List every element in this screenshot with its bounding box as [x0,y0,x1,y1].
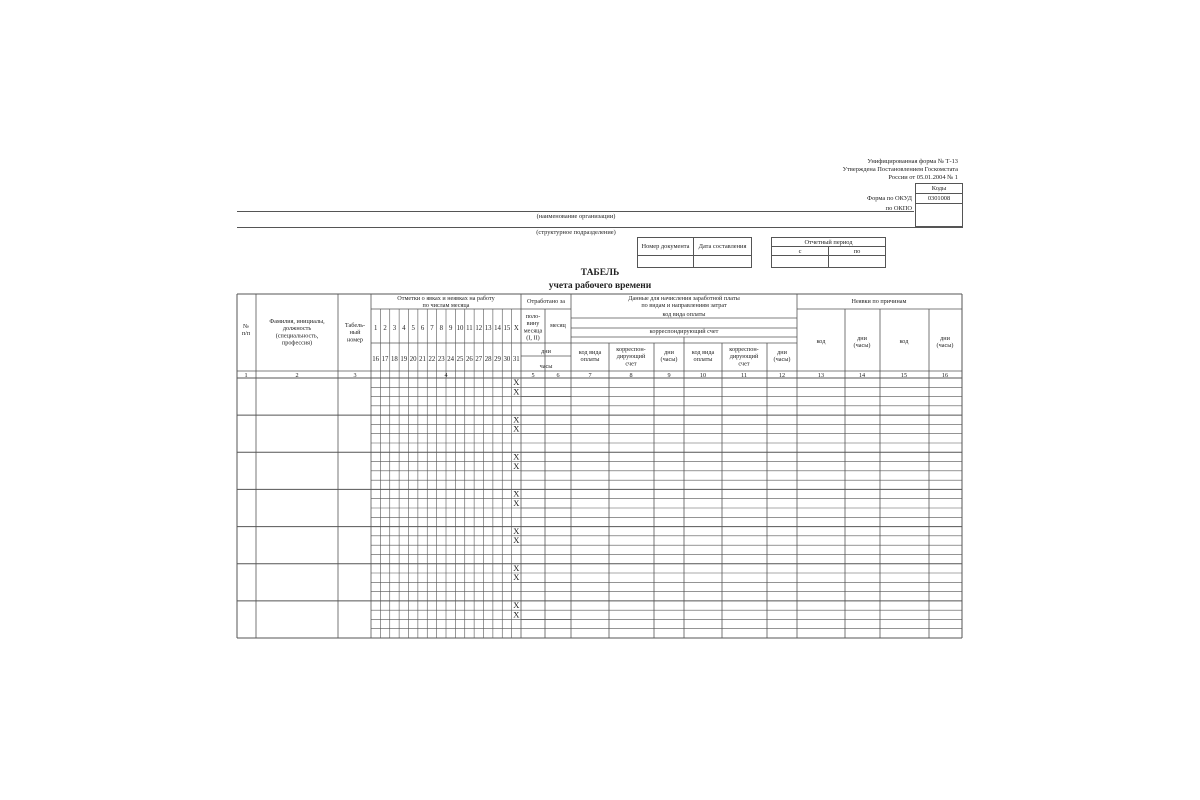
column-number: 16 [941,372,949,379]
payroll-sub-header: (часы) [773,356,791,364]
day-label: 18 [391,356,398,363]
day-label: 3 [392,325,397,332]
absence-code-header: код [816,338,826,345]
worked-header: Отработано за [527,298,565,305]
payroll-sub-header: дни [777,349,787,356]
day-label: 10 [456,325,464,332]
unified-form-label: Унифицированная форма № Т-13 [867,158,958,165]
day-label: 5 [411,325,415,332]
decree-date-label: России от 05.01.2004 № 1 [888,174,958,181]
form-title: ТАБЕЛЬ [580,268,620,278]
day-label: 25 [456,356,464,363]
payroll-sub-header: корреспон- [729,346,759,353]
col-tab-header: номер [346,336,364,344]
payroll-sub-header: (часы) [660,356,678,364]
day-label: 24 [447,356,455,363]
x-mark: X [513,572,520,583]
dept-name-caption: (структурное подразделение) [536,229,616,236]
col-name-header: (специальность, [275,332,319,340]
pay-code-header: код вида оплаты [662,311,706,318]
day-label: 17 [381,356,389,363]
day-label: 21 [419,356,426,363]
x-mark: X [513,451,520,462]
day-label: 30 [503,356,511,363]
x-mark: X [513,377,520,388]
column-number: 3 [353,372,357,379]
absence-days-header: дни [857,335,867,342]
payroll-sub-header: оплаты [580,356,600,364]
x-mark: X [513,600,520,611]
day-label: 12 [475,325,483,332]
absence-header: Неявки по причинам [851,298,907,305]
day-label: 2 [383,325,387,332]
x-mark: X [513,562,520,573]
day-label: 19 [400,356,408,363]
okud-label: Форма по ОКУД [867,195,912,202]
half-month-header: месяца [523,327,543,335]
corr-account-header: корреспондирующий счет [649,328,719,335]
x-mark: X [513,386,520,397]
absence-days-header: дни [940,335,950,342]
days-header: дни [541,348,551,355]
half-month-header: поло- [525,313,541,320]
col-marks-header: по числам месяца [422,302,470,310]
payroll-sub-header: дни [664,349,674,356]
half-month-header: вину [526,320,540,328]
day-label: 27 [475,356,483,363]
col-no-header: № [243,323,249,330]
payroll-sub-header: счет [738,360,750,368]
okud-code: 0301008 [927,195,951,202]
period-to-label: по [853,248,861,255]
doc-number-label: Номер документа [641,243,690,250]
column-number: 1 [244,372,248,379]
day-label: 4 [402,325,406,332]
approved-label: Утверждена Постановлением Госкомстата [842,166,958,173]
doc-date-label: Дата составления [698,243,747,250]
day-label: 29 [494,356,501,363]
x-mark: X [513,423,520,434]
half-month-header: (I, II) [526,334,540,342]
x-mark: X [513,497,520,508]
day-label: 14 [494,325,501,332]
column-number: 7 [588,372,592,379]
day-label: 1 [373,325,378,332]
day-label: 26 [466,356,473,363]
day-label: 31 [512,356,520,363]
payroll-sub-header: код вида [578,349,602,356]
payroll-sub-header: дирующий [729,353,759,361]
payroll-sub-header: счет [625,360,637,368]
month-header: месяц [550,322,566,329]
column-number: 6 [556,372,560,379]
column-number: 15 [900,372,908,379]
payroll-sub-header: дирующий [616,353,646,361]
absence-days-header: (часы) [936,342,954,350]
col-name-header: профессия) [281,339,313,347]
day-label: 8 [439,325,444,332]
payroll-sub-header: оплаты [693,356,713,364]
x-mark: X [513,488,520,499]
column-number: 8 [629,372,633,379]
day-label: 6 [420,325,425,332]
column-number: 4 [444,372,448,379]
org-name-caption: (наименование организации) [536,213,616,220]
x-mark: X [513,535,520,546]
day-label: X [513,325,519,332]
x-mark: X [513,609,520,620]
codes-label: Коды [931,185,947,192]
payroll-header: Данные для начисления заработной платы [628,295,740,302]
day-label: 7 [430,325,434,332]
day-label: 22 [428,356,436,363]
absence-days-header: (часы) [853,342,871,350]
day-label: 16 [372,356,380,363]
column-number: 14 [858,372,866,379]
period-from-label: с [798,248,802,255]
x-mark: X [513,460,520,471]
period-label: Отчетный период [804,239,853,246]
payroll-sub-header: корреспон- [616,346,646,353]
col-tab-header: Табель- [344,322,366,329]
day-label: 28 [484,356,492,363]
x-mark: X [513,414,520,425]
col-name-header: Фамилия, инициалы, [269,318,325,325]
okpo-label: по ОКПО [885,205,912,212]
day-label: 9 [448,325,453,332]
column-number: 11 [741,372,747,379]
column-number: 9 [667,372,671,379]
column-number: 13 [817,372,825,379]
column-number: 2 [295,372,299,379]
day-label: 23 [437,356,445,363]
day-label: 11 [466,325,473,332]
col-tab-header: ный [349,329,361,337]
hours-header: часы [539,363,553,370]
form-subtitle: учета рабочего времени [548,281,652,291]
day-label: 15 [503,325,511,332]
day-label: 13 [484,325,492,332]
col-name-header: должность [282,325,312,333]
column-number: 12 [778,372,786,379]
payroll-header: по видам и направлениям затрат [641,302,727,310]
absence-code-header: код [899,338,909,345]
column-number: 10 [699,372,707,379]
x-mark: X [513,525,520,536]
col-marks-header: Отметки о явках и неявках на работу [397,295,495,302]
payroll-sub-header: код вида [691,349,715,356]
col-no-header: п/п [241,330,251,338]
column-number: 5 [531,372,535,379]
day-label: 20 [409,356,417,363]
